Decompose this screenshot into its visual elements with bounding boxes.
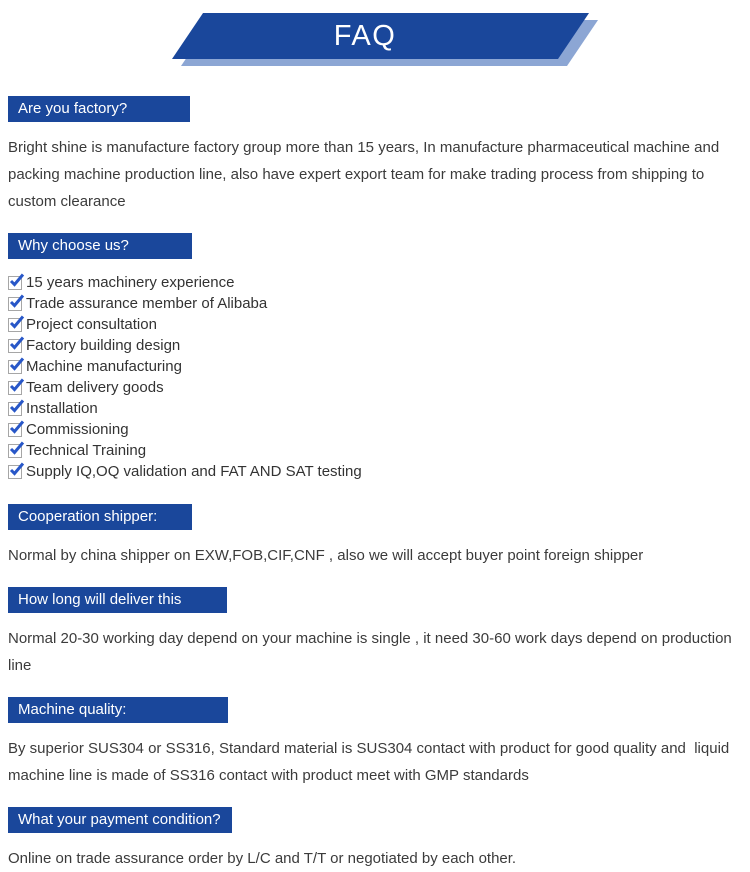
checklist-item-label: Machine manufacturing: [26, 358, 182, 375]
checklist-item-label: Factory building design: [26, 337, 181, 354]
checklist-item-label: Technical Training: [26, 442, 147, 459]
checklist-item-label: 15 years machinery experience: [26, 274, 235, 291]
faq-section: [8, 96, 744, 215]
checklist-item-label: Trade assurance member of Alibaba: [26, 295, 268, 312]
checked-checkbox-icon: [8, 444, 22, 458]
section-header: How long will deliver this goods?: [8, 587, 227, 613]
checklist-item: [8, 335, 744, 356]
faq-section: [8, 587, 744, 679]
checked-checkbox-icon: [8, 297, 22, 311]
section-paragraph: Bright shine is manufacture factory group more than 15 years, In manufacture pharmaceutical machine and packing machine production line, also have expert export team for make trading process from shipping to custom clearance: [8, 139, 724, 210]
section-paragraph: By superior SUS304 or SS316, Standard material is SUS304 contact with product for good quality and liquid machine line is made of SS316 contact with product meet with GMP standards: [8, 740, 734, 784]
checklist-item-label: Installation: [26, 400, 98, 417]
checked-checkbox-icon: [8, 465, 22, 479]
section-paragraph: Online on trade assurance order by L/C and T/T or negotiated by each other.: [8, 850, 517, 867]
checklist-item-label: Supply IQ,OQ validation and FAT AND SAT testing: [26, 463, 362, 480]
section-paragraph: Normal 20-30 working day depend on your machine is single , it need 30-60 work days depend on production line: [8, 630, 736, 674]
checklist-item: [8, 272, 744, 293]
checked-checkbox-icon: [8, 381, 22, 395]
checked-checkbox-icon: [8, 318, 22, 332]
faq-sections: [0, 66, 750, 872]
checked-checkbox-icon: [8, 339, 22, 353]
faq-section: [8, 697, 744, 789]
checked-checkbox-icon: [8, 423, 22, 437]
section-header: Machine quality:: [8, 697, 228, 723]
faq-section: [8, 807, 744, 872]
checklist-item: [8, 356, 744, 377]
section-header: Cooperation shipper:: [8, 504, 192, 530]
checklist-item: [8, 398, 744, 419]
checklist-item-label: Project consultation: [26, 316, 157, 333]
faq-banner: [0, 0, 750, 66]
section-header: What your payment condition?: [8, 807, 232, 833]
checklist-item: [8, 314, 744, 335]
checklist-item-label: Team delivery goods: [26, 379, 164, 396]
section-header: Are you factory?: [8, 96, 190, 122]
checklist-item: [8, 440, 744, 461]
checklist: [8, 272, 744, 482]
checklist-item-label: Commissioning: [26, 421, 129, 438]
faq-section: [8, 233, 744, 482]
section-paragraph: Normal by china shipper on EXW,FOB,CIF,CNF , also we will accept buyer point foreign shipper: [8, 547, 644, 564]
checklist-item: [8, 377, 744, 398]
checked-checkbox-icon: [8, 402, 22, 416]
checked-checkbox-icon: [8, 360, 22, 374]
banner-title: FAQ: [333, 20, 397, 52]
checklist-item: [8, 461, 744, 482]
section-header: Why choose us?: [8, 233, 192, 259]
checklist-item: [8, 419, 744, 440]
checklist-item: [8, 293, 744, 314]
faq-section: [8, 504, 744, 569]
checked-checkbox-icon: [8, 276, 22, 290]
